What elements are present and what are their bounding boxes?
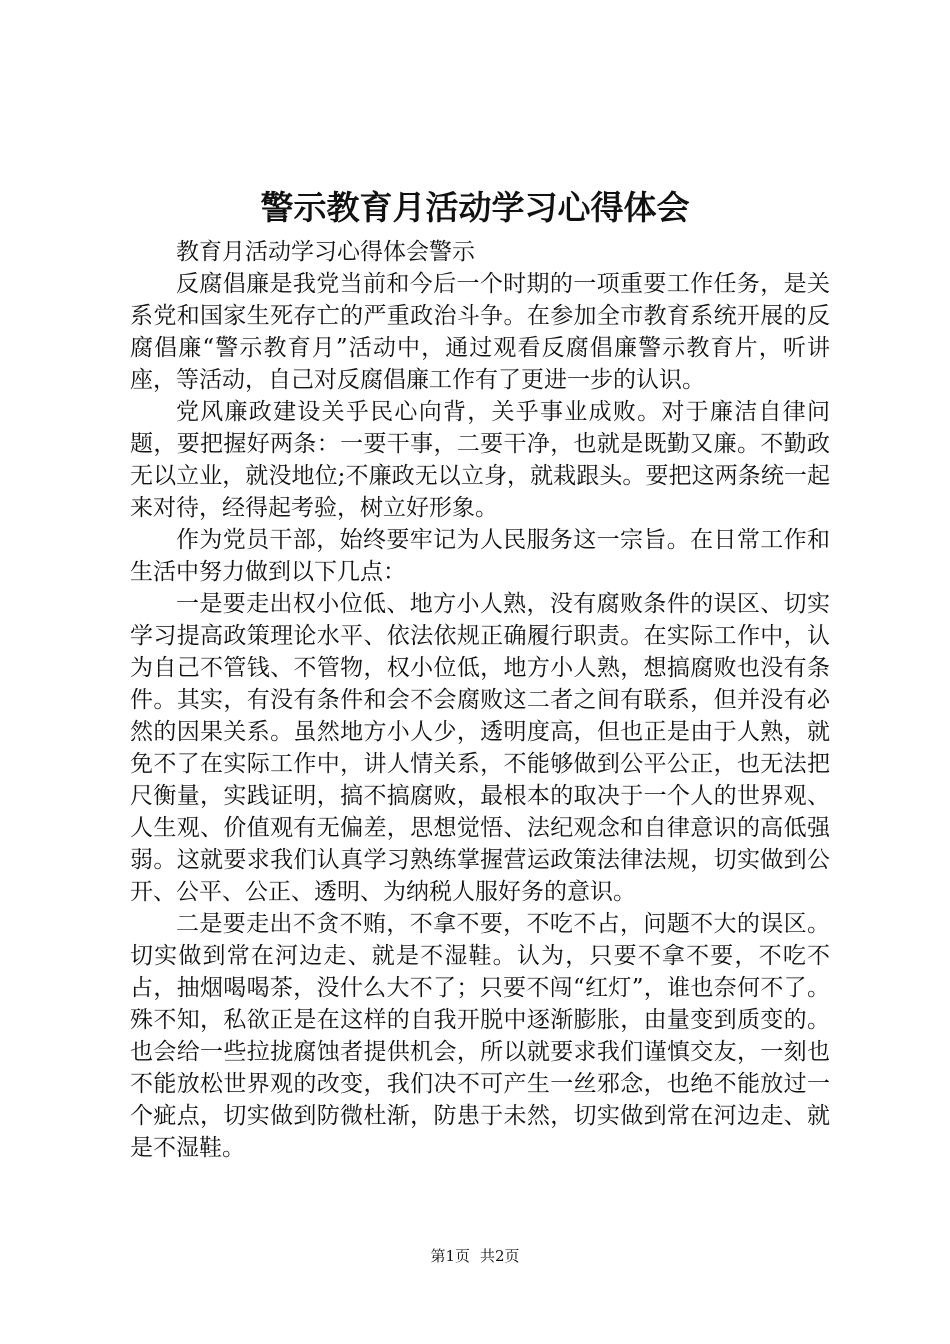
paragraph: 作为党员干部，始终要牢记为人民服务这一宗旨。在日常工作和生活中努力做到以下几点： (130, 527, 830, 585)
paragraph-subtitle: 教育月活动学习心得体会警示 (176, 239, 475, 265)
paragraph: 一是要走出权小位低、地方小人熟，没有腐败条件的误区、切实学习提高政策理论水平、依法依规正确履行职责。在实际工作中，认为自己不管钱、不管物，权小位低，地方小人熟，想搞腐败也没有条件。其实，有没有条件和会不会腐败这二者之间有联系，但并没有必然的因果关系。虽然地方小人少，透明度高，但也正是由于人熟，就免不了在实际工作中，讲人情关系，不能够做到公平公正，也无法把尺衡量，实践证明，搞不搞腐败，最根本的取决于一个人的世界观、人生观、价值观有无偏差，思想觉悟、法纪观念和自律意识的高低强弱。这就要求我们认真学习熟练掌握营运政策法律法规，切实做到公开、公平、公正、透明、为纳税人服好务的意识。 (130, 591, 830, 905)
document-body (130, 236, 830, 1164)
page-total: 共2页 (480, 1247, 520, 1265)
page-number: 第1页 (430, 1247, 470, 1265)
paragraph: 二是要走出不贪不贿，不拿不要，不吃不占，问题不大的误区。切实做到常在河边走、就是不湿鞋。认为，只要不拿不要，不吃不占，抽烟喝喝茶，没什么大不了；只要不闯“红灯”，谁也奈何不了。殊不知，私欲正是在这样的自我开脱中逐渐膨胀，由量变到质变的。也会给一些拉拢腐蚀者提供机会，所以就要求我们谨慎交友，一刻也不能放松世界观的改变，我们决不可产生一丝邪念，也绝不能放过一个疵点，切实做到防微杜渐，防患于未然，切实做到常在河边走、就是不湿鞋。 (130, 911, 830, 1161)
paragraph: 党风廉政建设关乎民心向背，关乎事业成败。对于廉洁自律问题，要把握好两条：一要干事，二要干净，也就是既勤又廉。不勤政无以立业，就没地位;不廉政无以立身，就栽跟头。要把这两条统一起来对待，经得起考验，树立好形象。 (130, 399, 830, 521)
paragraph: 反腐倡廉是我党当前和今后一个时期的一项重要工作任务，是关系党和国家生死存亡的严重政治斗争。在参加全市教育系统开展的反腐倡廉“警示教育月”活动中，通过观看反腐倡廉警示教育片，听讲座，等活动，自己对反腐倡廉工作有了更进一步的认识。 (130, 271, 830, 393)
page-footer (0, 1246, 950, 1266)
page-title: 警示教育月活动学习心得体会 (260, 188, 690, 227)
